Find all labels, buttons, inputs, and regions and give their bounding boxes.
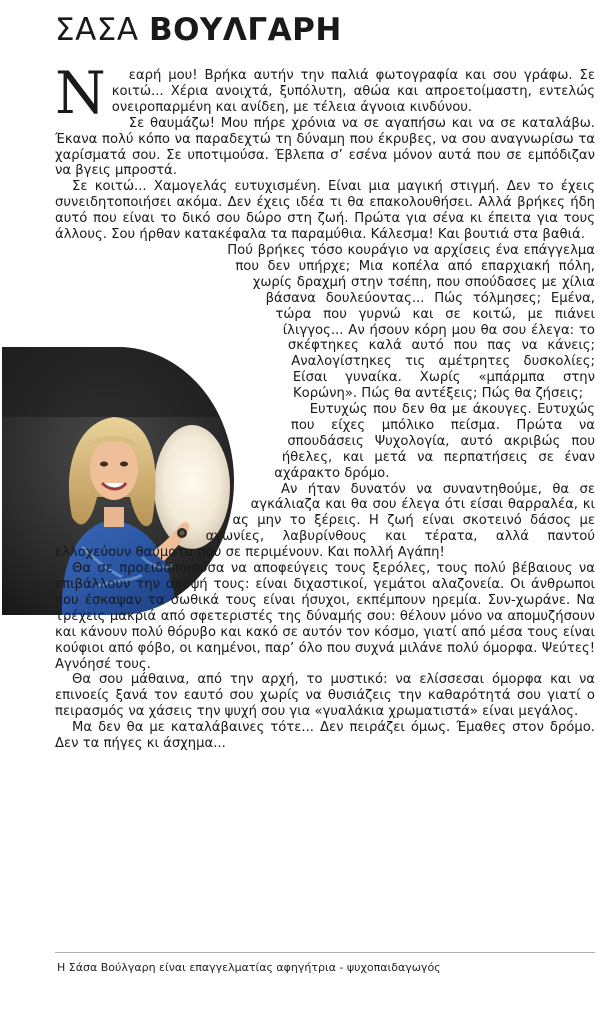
paragraph-1 [55, 59, 595, 127]
author-last-name: ΒΟΥΛΓΑΡΗ [148, 12, 342, 48]
article-body [55, 59, 595, 752]
author-bio: Η Σάσα Βούλγαρη είναι επαγγελματίας αφηγήτρια - ψυχοπαιδαγωγός [57, 961, 441, 974]
paragraph-1-text: εαρή μου! Βρήκα αυτήν την παλιά φωτογραφία και σου γράφω. Σε κοιτώ... Χέρια ανοιχτά, ξυπόλυτη, αθώα και απροετοίμαστη, εντελώς ονειροπαρμένη και ανίδεη, με τέλεια άγνοια κινδύνου. [111, 68, 595, 115]
paragraph-8: Θα σου μάθαινα, από την αρχή, το μυστικό: να ελίσσεσαι όμορφα και να επινοείς ξανά τον εαυτό σου χωρίς να θυσιάζεις την καθαρότητά σου γιατί ο πειρασμός να χάσεις την ψυχή σου για «γυαλάκια χρωματιστά» είναι μεγάλος. [55, 672, 595, 720]
author-name [55, 10, 342, 50]
paragraph-2: Σε θαυμάζω! Μου πήρε χρόνια να σε αγαπήσω και να σε καταλάβω. Έκανα πολύ κόπο να παραδεχτώ τη δύναμη που έκρυβες, να σου αναγνωρίσω τα χαρίσματά σου. Σε υποτιμούσα. Έβλεπα σ’ εσένα μόνον αυτά που σε εμπόδιζαν να βγεις μπροστά. [55, 115, 595, 179]
paragraph-5: Ευτυχώς που δεν θα με άκουγες. Ευτυχώς που είχες μπόλικο πείσμα. Πρώτα να σπουδάσεις Ψυχολογία, αυτό ακριβώς που ήθελες, και μετά να περπατήσεις σε έναν αχάρακτο δρόμο. [274, 402, 595, 481]
paragraph-7: Θα σε προειδοποιούσα να αποφεύγεις τους ξερόλες, τους πολύ βέβαιους να επιβάλλουν την άποψή τους: είναι διχαστικοί, γεμάτοι αλαζονεία. Οι άνθρωποι που έσκαψαν τα σωθικά τους είναι ήσυχοι, εκπέμπουν ηρεμία. Συν-χωράνε. Να τρέχεις μακριά από σφετεριστές της δύναμής σου: θέλουν μόνο να απομυζήσουν και κάνουν πολύ θόρυβο και κακό σε αυτόν τον κόσμο, γιατί από μέσα τους είναι κούφιοι από φόβο, οι καημένοι, παρ’ όλο που συχνά μιλάνε πολύ όμορφα. Ψεύτες! Αγνόησέ τους. [55, 561, 595, 672]
paragraph-6: Αν ήταν δυνατόν να συναντηθούμε, θα σε αγκάλιαζα και θα σου έλεγα ότι είσαι θαρραλέα, κι ας μην το ξέρεις. Η ζωή είναι σκοτεινό δάσος με αγωνίες, λαβυρίνθους και τέρατα, αλλά παντού ελλοχεύουν θαύματα που σε περιμένουν. Και πολλή Αγάπη! [55, 481, 595, 561]
drop-cap: Ν [55, 59, 106, 127]
paragraph-3: Σε κοιτώ... Χαμογελάς ευτυχισμένη. Είναι μια μαγική στιγμή. Δεν το έχεις συνειδητοποιήσει ακόμα. Δεν έχεις ιδέα τι θα επακολουθήσει. Αλλά βρήκες ήδη αυτό που είναι το δικό σου δώρο στη ζωή. Πρώτα για σένα κι έπειτα για τους άλλους. Σου ήρθαν κατακέφαλα τα παραμύθια. Κάλεσμα! Και βουτιά στα βαθιά. [55, 179, 595, 243]
paragraph-9: Μα δεν θα με καταλάβαινες τότε... Δεν πειράζει όμως. Έμαθες στον δρόμο. Δεν τα πήγες κι άσχημα... [55, 720, 595, 752]
author-first-name: ΣΑΣΑ [55, 12, 139, 48]
paragraph-4: Πού βρήκες τόσο κουράγιο να αρχίσεις ένα επάγγελμα που δεν υπήρχε; Μια κοπέλα από επαρχιακή πόλη, χωρίς δραχμή στην τσέπη, που σπούδασες με χίλια βάσανα δουλεύοντας... Πώς τόλμησες; Εμένα, τώρα που γυρνώ και σε κοιτώ, με πιάνει ίλιγγος... Αν ήσουν κόρη μου θα σου έλεγα: το σκέφτηκες καλά αυτό που πας να κάνεις; Αναλογίστηκες τις αμέτρητες δυσκολίες; Είσαι γυναίκα. Χωρίς «μπάρμπα στην Κορώνη». Πώς θα αντέξεις; Πώς θα ζήσεις; [227, 242, 595, 402]
footer-divider [55, 952, 595, 953]
